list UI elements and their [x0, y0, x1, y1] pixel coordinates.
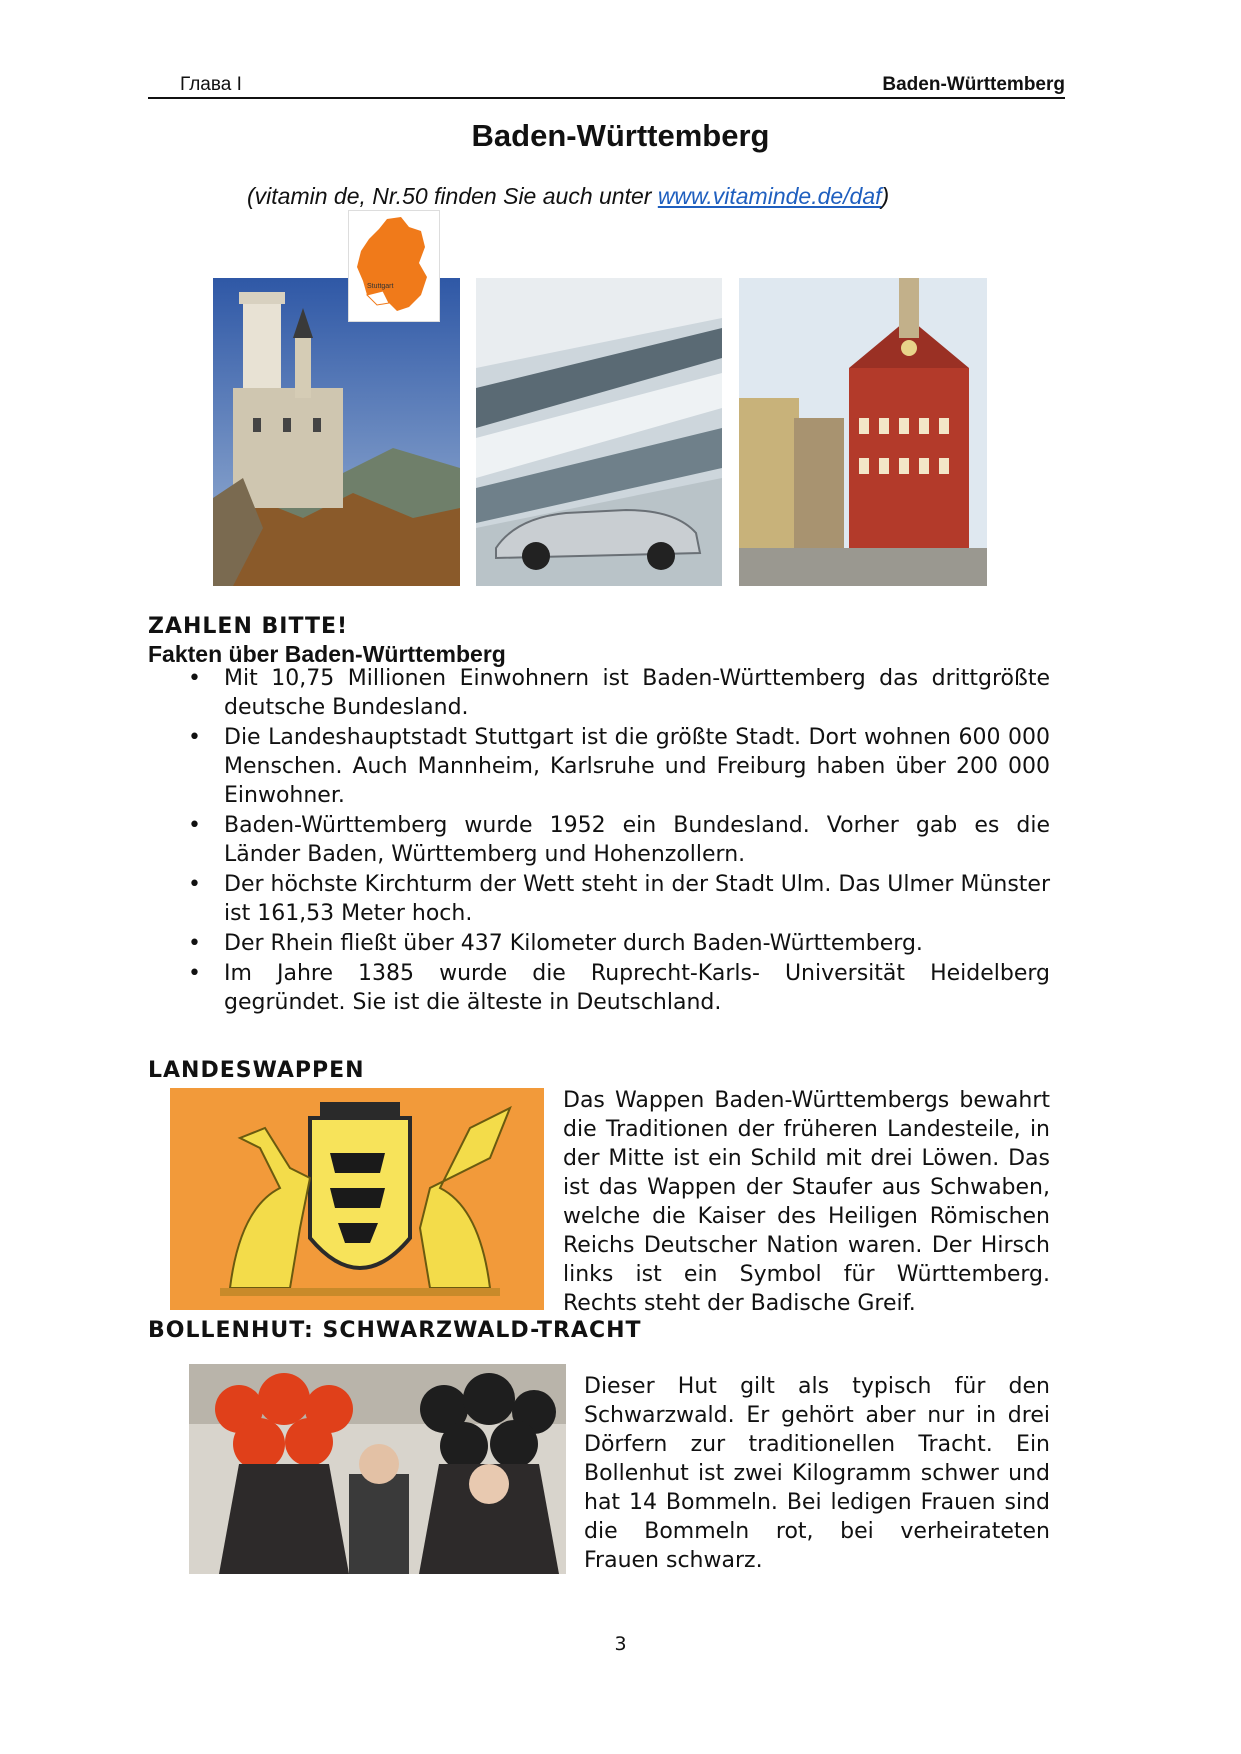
landeswappen-text: Das Wappen Baden-Württembergs bewahrt die Traditionen der früheren Landesteile, in der Mitte ist ein Schild mit drei Löwen. Das ist das Wappen der Staufer aus Schwaben, welche die Kaiser des Heiligen Römischen Reichs Deutscher Nation waren. Der Hirsch links ist ein Symbol für Württemberg. Rechts steht der Badische Greif.: [563, 1088, 1050, 1316]
section-heading-bollenhut: BOLLENHUT: SCHWARZWALD-TRACHT: [148, 1318, 642, 1343]
germany-map-inset: [348, 210, 440, 322]
list-item: [188, 811, 1050, 869]
town-hall-photo: [739, 278, 987, 586]
list-item: [188, 870, 1050, 928]
bullet-icon: •: [188, 872, 201, 897]
running-title: Baden-Württemberg: [882, 74, 1065, 95]
bullet-icon: •: [188, 725, 201, 750]
bullet-icon: •: [188, 961, 201, 986]
germany-shape-icon: [357, 217, 427, 311]
bullet-icon: •: [188, 931, 201, 956]
fact-text: Die Landeshauptstadt Stuttgart ist die größte Stadt. Dort wohnen 600 000 Menschen. Auch Mannheim, Karlsruhe und Freiburg haben über 200 000 Einwohner.: [224, 725, 1050, 808]
list-item: [188, 664, 1050, 722]
bollenhut-text: Dieser Hut gilt als typisch für den Schwarzwald. Er gehört aber nur in drei Dörfern zur traditionellen Tracht. Ein Bollenhut ist zwei Kilogramm schwer und hat 14 Bommeln. Bei ledigen Frauen sind die Bommeln rot, bei verheirateten Frauen schwarz.: [584, 1374, 1050, 1573]
chapter-label: Глава I: [180, 74, 242, 95]
page-number: 3: [614, 1633, 627, 1655]
source-note-suffix: ): [881, 183, 890, 209]
bullet-icon: •: [188, 813, 201, 838]
facts-subheading: Fakten über Baden-Württemberg: [148, 641, 506, 667]
section-heading-zahlen: ZAHLEN BITTE!: [148, 614, 349, 639]
source-note-prefix: (vitamin de, Nr.50 finden Sie auch unter: [247, 183, 658, 209]
list-item: [188, 959, 1050, 1017]
castle-photo: [213, 278, 460, 586]
fact-text: Der höchste Kirchturm der Wett steht in der Stadt Ulm. Das Ulmer Münster ist 161,53 Meter hoch.: [224, 872, 1050, 926]
bullet-icon: •: [188, 666, 201, 691]
map-city-label: Stuttgart: [367, 283, 394, 290]
fact-text: Im Jahre 1385 wurde die Ruprecht-Karls- Universität Heidelberg gegründet. Sie ist die älteste in Deutschland.: [224, 961, 1050, 1015]
fact-text: Baden-Württemberg wurde 1952 ein Bundesland. Vorher gab es die Länder Baden, Württemberg und Hohenzollern.: [224, 813, 1050, 867]
museum-car-photo: [476, 278, 722, 586]
page-title: Baden-Württemberg: [471, 118, 770, 153]
coat-of-arms-image: [170, 1088, 544, 1310]
fact-text: Der Rhein fließt über 437 Kilometer durch Baden-Württemberg.: [224, 931, 923, 956]
list-item: [188, 723, 1050, 810]
list-item: [188, 929, 1050, 958]
facts-list: [188, 664, 1050, 1018]
section-heading-landeswappen: LANDESWAPPEN: [148, 1058, 365, 1083]
source-note: [247, 183, 889, 210]
bollenhut-photo: [189, 1364, 566, 1574]
header-divider: [148, 97, 1065, 99]
fact-text: Mit 10,75 Millionen Einwohnern ist Baden-Württemberg das drittgrößte deutsche Bundesland.: [224, 666, 1050, 720]
vitaminde-link[interactable]: www.vitaminde.de/daf: [657, 183, 882, 209]
